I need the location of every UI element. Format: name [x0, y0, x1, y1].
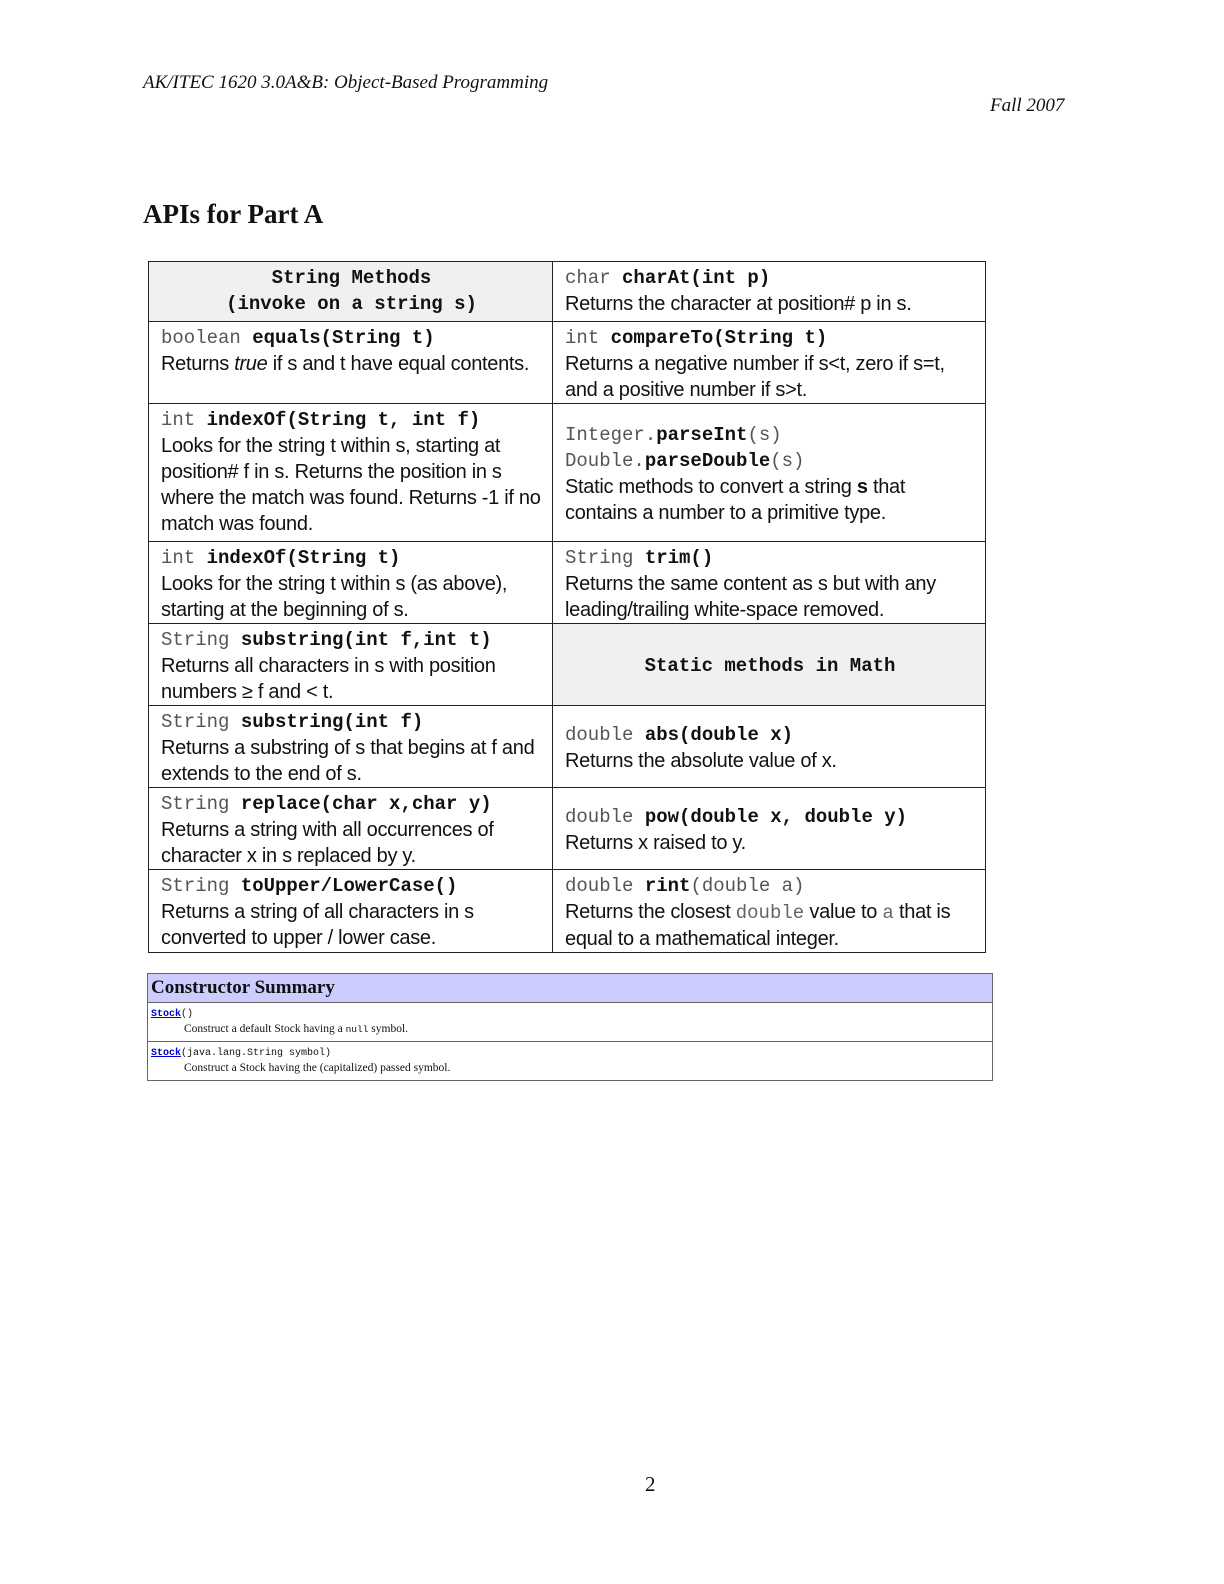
method-desc: Returns a substring of s that begins at f and extends to the end of s. [161, 737, 535, 785]
method-desc: Returns x raised to y. [565, 832, 746, 854]
method-charAt: char charAt(int p) Returns the character at position# p in s. [553, 262, 986, 322]
method-rint: double rint(double a) Returns the closest double value to a that is equal to a mathematical integer. [553, 870, 986, 953]
stock-link[interactable]: Stock [151, 1009, 182, 1020]
table-row: Stock(java.lang.String symbol) Construct a Stock having the (capitalized) passed symbol. [148, 1042, 993, 1081]
table-row: Stock() Construct a default Stock having a null symbol. [148, 1003, 993, 1042]
constructor-desc: Construct a default Stock having a null symbol. [184, 1023, 409, 1035]
api-table [148, 261, 986, 953]
method-substring: String substring(int f) Returns a substring of s that begins at f and extends to the end of s. [149, 706, 553, 788]
constructor-summary-title: Constructor Summary [148, 974, 993, 1003]
method-parse: Integer.parseInt(s) Double.parseDouble(s) Static methods to convert a string s that contains a number to a primitive type. [553, 404, 986, 542]
method-desc: Returns all characters in s with position numbers ≥ f and < t. [161, 655, 496, 703]
method-desc: Returns the character at position# p in s. [565, 293, 912, 315]
course-header: AK/ITEC 1620 3.0A&B: Object-Based Programming [143, 72, 549, 93]
stock-symbol-link[interactable]: Stock [151, 1048, 182, 1059]
constructor-desc: Construct a Stock having the (capitalized) passed symbol. [184, 1062, 451, 1074]
method-desc: Returns the same content as s but with any leading/trailing white-space removed. [565, 573, 936, 621]
method-trim: String trim() Returns the same content as s but with any leading/trailing white-space removed. [553, 542, 986, 624]
term-header: Fall 2007 [990, 95, 1065, 116]
method-compareTo: int compareTo(String t) Returns a negative number if s<t, zero if s=t, and a positive number if s>t. [553, 322, 986, 404]
method-equals: boolean equals(String t) Returns true if s and t have equal contents. [149, 322, 553, 404]
method-desc: Returns the absolute value of x. [565, 750, 837, 772]
method-desc: Looks for the string t within s (as above), starting at the beginning of s. [161, 573, 508, 621]
method-desc: Returns a string of all characters in s converted to upper / lower case. [161, 901, 474, 949]
constructor-summary-table [147, 973, 993, 1081]
method-desc: Returns a string with all occurrences of character x in s replaced by y. [161, 819, 494, 867]
section-title: APIs for Part A [143, 199, 324, 229]
method-toCase: String toUpper/LowerCase() Returns a string of all characters in s converted to upper / lower case. [149, 870, 553, 953]
method-desc: Looks for the string t within s, starting at position# f in s. Returns the position in s where the match was found. Returns -1 if no match was found. [161, 435, 541, 535]
method-replace: String replace(char x,char y) Returns a string with all occurrences of character x in s replaced by y. [149, 788, 553, 870]
method-substring-range: String substring(int f,int t) Returns all characters in s with position numbers ≥ f and < t. [149, 624, 553, 706]
string-methods-heading: String Methods (invoke on a string s) [149, 262, 553, 322]
math-methods-heading: Static methods in Math [553, 624, 986, 706]
method-indexOf: int indexOf(String t) Looks for the string t within s (as above), starting at the beginning of s. [149, 542, 553, 624]
method-pow: double pow(double x, double y) Returns x raised to y. [553, 788, 986, 870]
method-indexOf-from: int indexOf(String t, int f) Looks for the string t within s, starting at position# f in s. Returns the position in s where the match was found. Returns -1 if no match was found. [149, 404, 553, 542]
method-abs: double abs(double x) Returns the absolute value of x. [553, 706, 986, 788]
page-number: 2 [645, 1472, 656, 1496]
method-desc: Returns a negative number if s<t, zero if s=t, and a positive number if s>t. [565, 353, 945, 401]
